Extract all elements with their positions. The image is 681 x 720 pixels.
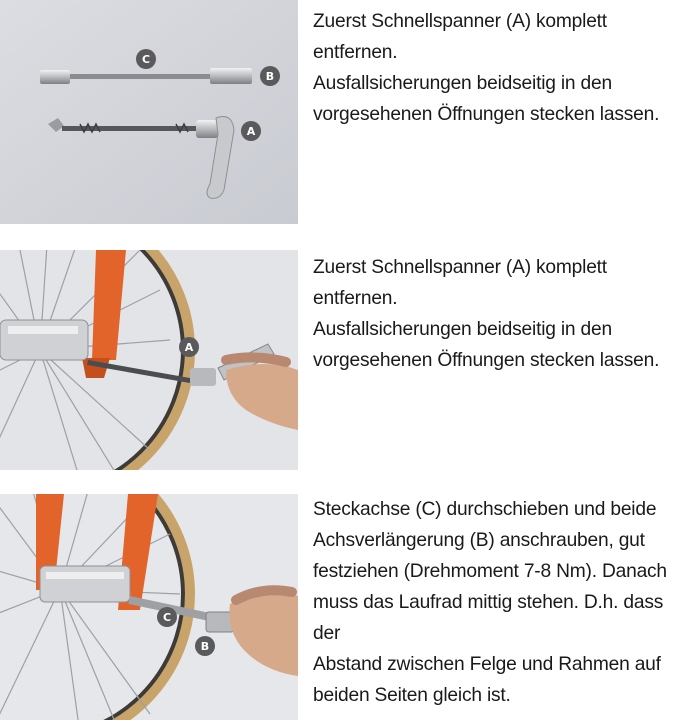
step2-line-1: Zuerst Schnellspanner (A) komplett entfernen. <box>313 257 607 309</box>
step1-photo <box>0 0 298 224</box>
step2-line-3: vorgesehenen Öffnungen stecken lassen. <box>313 350 660 371</box>
svg-text:A: A <box>246 125 256 138</box>
badge-b <box>195 636 215 656</box>
step1-text <box>313 6 681 130</box>
step3-line-1: Steckachse (C) durchschieben und beide <box>313 499 657 520</box>
step3-photo <box>0 494 298 720</box>
svg-text:A: A <box>184 341 194 354</box>
step1-line-3: vorgesehenen Öffnungen stecken lassen. <box>313 104 660 125</box>
step3-line-4: muss das Laufrad mittig stehen. D.h. dass der <box>313 592 664 644</box>
badge-c <box>136 49 156 69</box>
svg-text:B: B <box>200 640 210 653</box>
step3-line-6: beiden Seiten gleich ist. <box>313 685 511 706</box>
step1-line-2: Ausfallsicherungen beidseitig in den <box>313 73 612 94</box>
step3-line-3: festziehen (Drehmoment 7-8 Nm). Danach <box>313 561 667 582</box>
step3-line-5: Abstand zwischen Felge und Rahmen auf <box>313 654 661 675</box>
badge-a <box>241 121 261 141</box>
step3-text <box>313 494 681 711</box>
badge-c <box>157 607 177 627</box>
badge-b <box>260 66 280 86</box>
step2-text <box>313 252 681 376</box>
svg-text:B: B <box>265 70 275 83</box>
svg-text:C: C <box>162 611 172 624</box>
step3-line-2: Achsverlängerung (B) anschrauben, gut <box>313 530 645 551</box>
step2-photo <box>0 250 298 470</box>
svg-text:C: C <box>141 53 151 66</box>
badge-a <box>179 337 199 357</box>
step2-line-2: Ausfallsicherungen beidseitig in den <box>313 319 612 340</box>
step1-line-1: Zuerst Schnellspanner (A) komplett entfernen. <box>313 11 607 63</box>
